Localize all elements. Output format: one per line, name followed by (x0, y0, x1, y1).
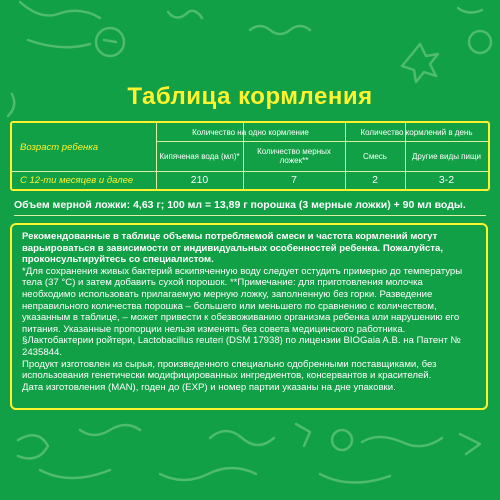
feeding-table (10, 121, 490, 191)
feedings-per-day-header: Количество кормлений в день (360, 127, 473, 137)
row-scoops-value: 7 (291, 173, 297, 186)
per-feeding-header: Количество на одно кормление (192, 127, 309, 137)
divider (14, 215, 486, 216)
scoops-column-header: Количество мерных ложек** (257, 147, 331, 165)
lactobacillus-note: §Лактобактерии ройтери, Lactobacillus reuteri (DSM 17938) по лицензии BIOGaia A.B. на Патент № 2435844. (22, 335, 461, 358)
page-title: Таблица кормления (127, 83, 373, 110)
info-box (10, 223, 488, 410)
other-food-column-header: Другие виды пищи (411, 151, 482, 161)
ingredients-note: Продукт изготовлен из сырья, произведенного специально одобренными поставщиками, без использования генетически модифицированных ингредиентов, консервантов и красителей. (22, 358, 437, 382)
recommendation-text: Рекомендованные в таблице объемы потребляемой смеси и частота кормлений могут варьироваться в зависимости от индивидуальных особенностей ребенка. Пожалуйста, проконсультируйтесь со специалистом. (22, 231, 444, 266)
row-water-value: 210 (190, 173, 209, 186)
age-column-header: Возраст ребенка (20, 141, 98, 153)
date-note: Дата изготовления (MAN), годен до (EXP) и номер партии указаны на дне упаковки. (22, 381, 396, 393)
row-other-food-value: 3-2 (438, 173, 455, 186)
row-age-value: С 12-ти месяцев и далее (20, 174, 134, 186)
water-column-header: Кипяченая вода (мл)* (159, 151, 240, 161)
row-mix-value: 2 (372, 173, 378, 186)
preparation-note: *Для сохранения живых бактерий вскипяченную воду следует остудить примерно до температуры тела (37 °C) и затем добавить сухой порошок. **Примечание: для приготовления молочка необходимо использовать прилагаемую мерную ложку, заполненную без горки. Разведение неправильного количества порошка – большего или меньшего по сравнению с количеством, указанным в таблице, – может привести к обезвоживанию организма ребенка или нарушению его питания. Указанные пропорции нельзя изменять без совета медицинского работника. (22, 265, 463, 335)
mix-column-header: Смесь (363, 151, 387, 161)
scoop-volume-note: Объем мерной ложки: 4,63 г; 100 мл = 13,89 г порошка (3 мерные ложки) + 90 мл воды. (14, 199, 466, 211)
